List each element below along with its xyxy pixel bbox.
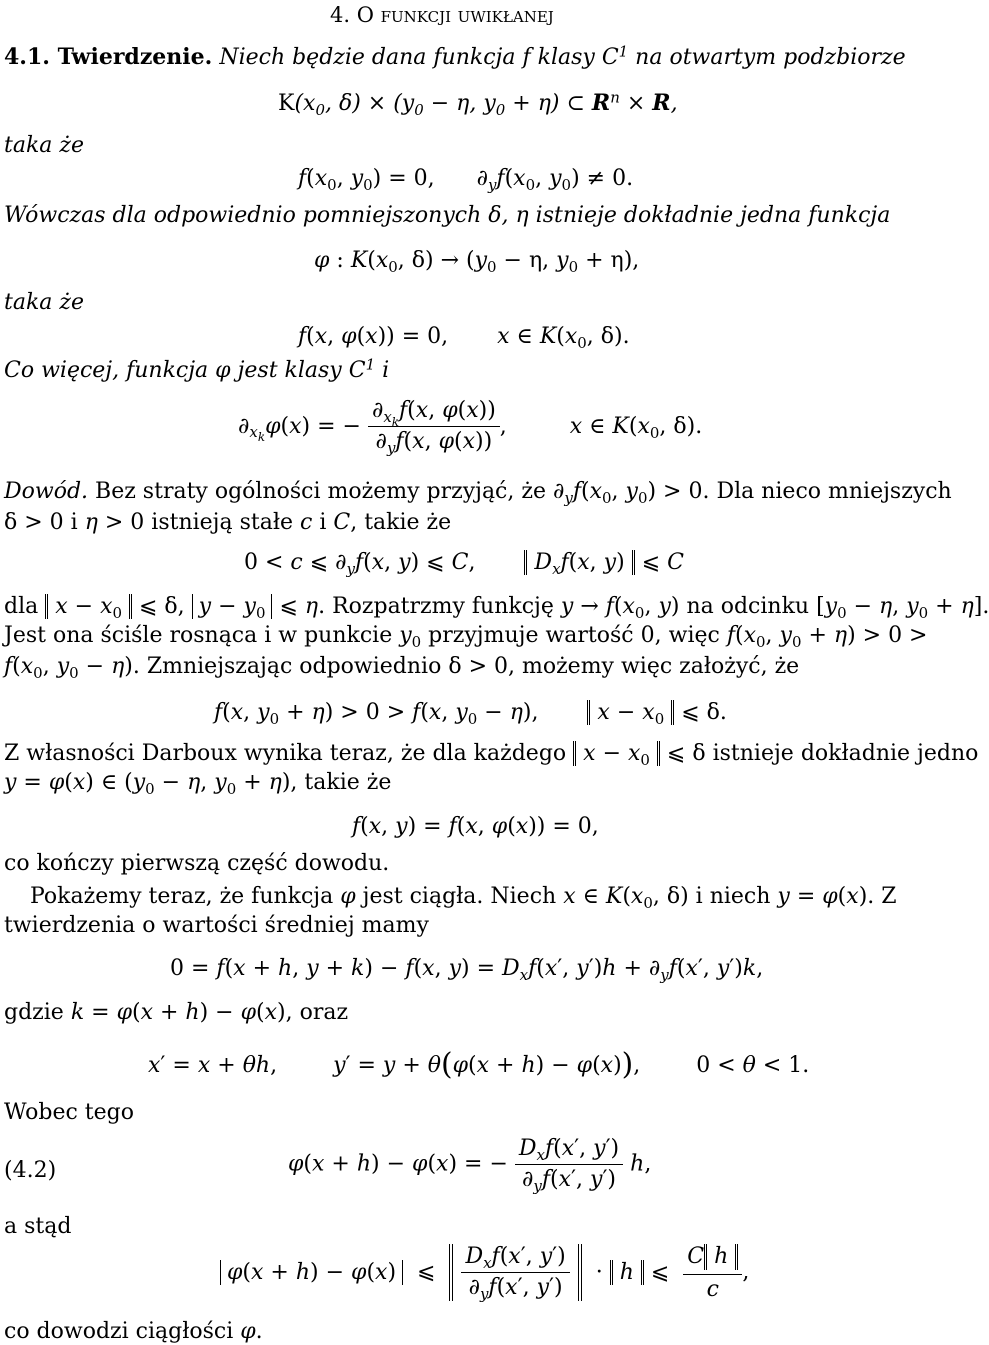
- equation-label-4-2: (4.2): [4, 1158, 57, 1183]
- implicit-equation-formula: f(x, φ(x)) = 0, x ∈ $K(x_0$, δ).: [298, 324, 630, 352]
- such-that-1: taka że: [4, 133, 85, 158]
- proof-line-8: co kończy pierwszą część dowodu.: [4, 851, 390, 876]
- intermediate-point-formula: x′ = x + θh, y′ = y + θ(φ(x + h) − φ(x)), 0 < θ < 1.: [148, 1047, 810, 1082]
- proof-line-11: gdzie k = φ(x + h) − φ(x), oraz: [4, 1000, 349, 1025]
- proof-line-5: $f(x_0$, $y_0 - \eta$). Zmniejszając odpowiednio δ > 0, możemy więc założyć, że: [4, 654, 800, 682]
- proof-line-3: dla $x - x_0$ ⩽ δ, $y - y_0$ ⩽ η. Rozpatrzmy funkcję $y \to f(x_0$, y) na odcinku [$y_0 - \eta$, $y_0 + \eta$].: [4, 594, 989, 622]
- proof-line-7: y = φ(x) ∈ ($y_0 - \eta$, $y_0 + \eta$), takie że: [4, 770, 392, 798]
- zero-formula: f(x, y) = f(x, φ(x)) = 0,: [352, 814, 599, 839]
- sign-formula: f(x, $y_0 + \eta) > 0 > f(x$, $y_0 - \eta$), $x - x_0$ ⩽ δ.: [214, 700, 727, 728]
- phi-map-formula: φ : $K(x_0$, $\delta) \to (y_0 - \eta$, $y_0 + \eta$),: [314, 248, 640, 276]
- section-title: 4. O funkcji uwikłanej: [330, 3, 554, 27]
- proof-line-9: Pokażemy teraz, że funkcja φ jest ciągła. Niech x ∈ $K(x_0$, δ) i niech y = φ(x). Z: [30, 884, 897, 912]
- proof-line-1: Dowód. Bez straty ogólności możemy przyjąć, że $\partial_yf(x_0$, $y_0) > 0$. Dla nieco mniejszych: [4, 479, 952, 507]
- proof-line-14: co dowodzi ciągłości φ.: [4, 1319, 263, 1344]
- proof-line-6: Z własności Darboux wynika teraz, że dla każdego $x - x_0$ ⩽ δ istnieje dokładnie jedno: [4, 741, 979, 769]
- derivative-formula: $\partial_{x_k}\varphi(x)$ = − $\frac{\partial_{x_k}f(x, \varphi(x))}{\partial_yf(x, \varphi(x))}$ , x ∈ $K(x_0$, δ).: [238, 398, 703, 457]
- theorem-line-1: 4.1. Twierdzenie. Niech będzie dana funkcja f klasy $C^1$ na otwartym podzbiorze: [4, 42, 906, 70]
- phi-increment-formula: φ(x + h) − φ(x) = − $\frac{D_xf(x', y')}{\partial_yf(x', y')}$ h,: [288, 1136, 652, 1195]
- theorem-conditions-formula: $f(x_0$, $y_0) = 0$, $\partial_yf(x_0$, $y_0) \ne 0$.: [298, 166, 634, 194]
- theorem-domain-formula: $K(x_0$, $\delta) \times (y_0 - \eta$, $y_0 + \eta$) ⊂ $R^n \times R$,: [278, 88, 678, 119]
- mean-value-formula: 0 = f(x + h, y + k) − f(x, $y) = D_xf(x'$, $y')h + \partial_yf(x'$, y′)k,: [170, 956, 764, 984]
- proof-line-10: twierdzenia o wartości średniej mamy: [4, 913, 429, 938]
- theorem-label: 4.1. Twierdzenie.: [4, 44, 213, 70]
- proof-line-13: a stąd: [4, 1214, 72, 1239]
- such-that-2: taka że: [4, 290, 85, 315]
- proof-line-12: Wobec tego: [4, 1100, 134, 1125]
- moreover-line: Co więcej, funkcja φ jest klasy $C^1$ i: [4, 355, 390, 383]
- proof-line-4: Jest ona ściśle rosnąca i w punkcie $y_0$ przyjmuje wartość 0, więc $f(x_0$, $y_0 + \eta) > 0$ >: [4, 623, 928, 651]
- continuity-estimate-formula: φ(x + h) − φ(x) ⩽ $\frac{D_xf(x', y')}{\partial_yf(x', y')}$ · h ⩽ $\frac{\text{C h}}{c}$ ,: [220, 1244, 749, 1301]
- theorem-then-line: Wówczas dla odpowiednio pomniejszonych δ, η istnieje dokładnie jedna funkcja: [4, 203, 891, 228]
- proof-label: Dowód.: [4, 479, 89, 504]
- proof-line-2: δ > 0 i η > 0 istnieją stałe c i C, takie że: [4, 510, 452, 535]
- bounds-formula: 0 < c ⩽ $\partial_yf(x$, y) ⩽ C, $D_xf(x$, y) ⩽ C: [244, 550, 684, 578]
